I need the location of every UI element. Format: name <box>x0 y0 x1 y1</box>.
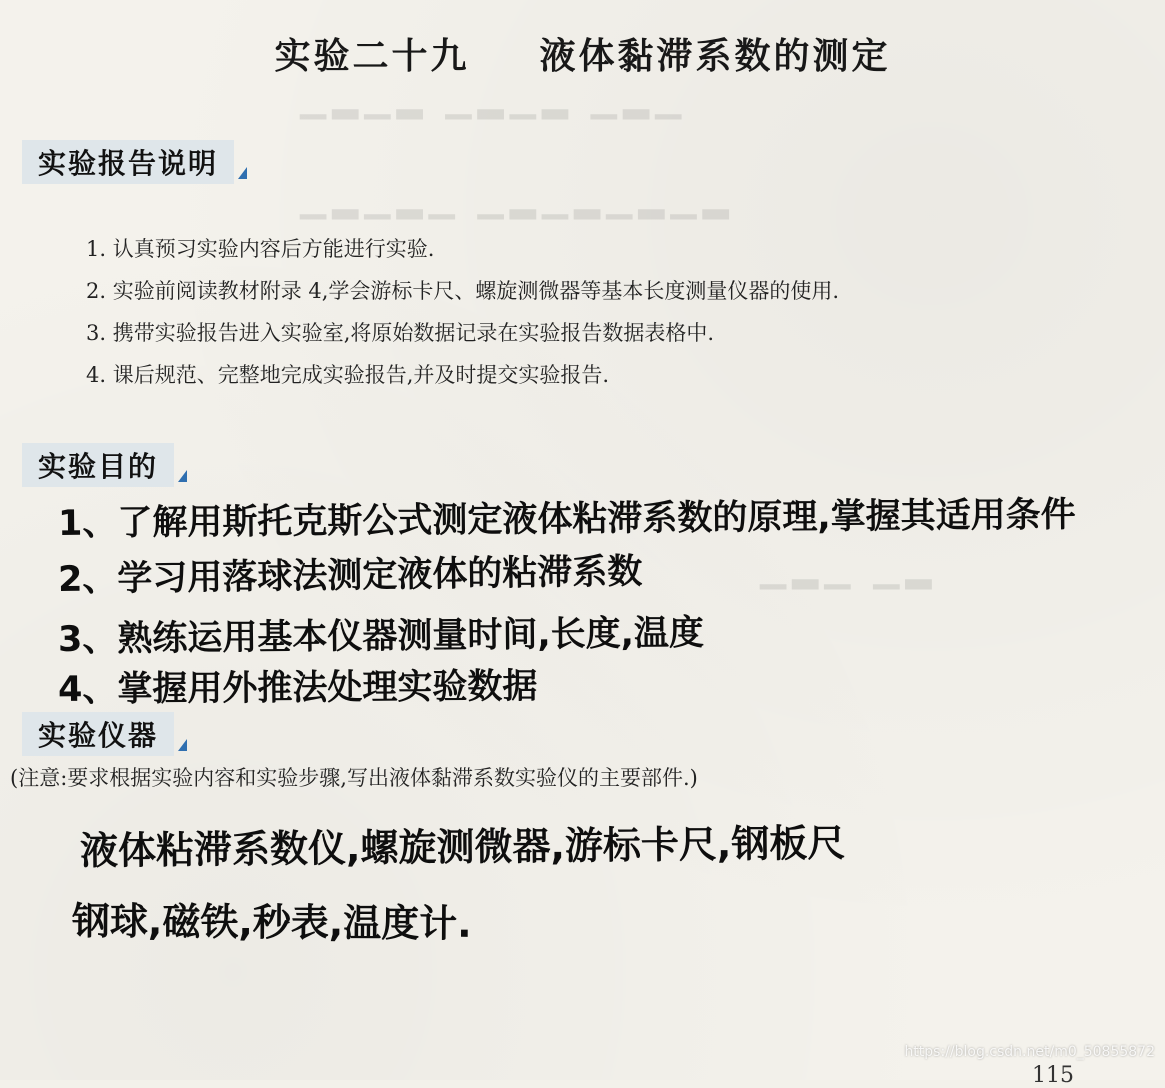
equipment-handwritten-line: 液体粘滞系数仪,螺旋测微器,游标卡尺,钢板尺 <box>79 820 846 873</box>
section-heading-label: 实验仪器 <box>22 712 174 756</box>
page-number: 115 <box>1032 1063 1074 1088</box>
instruction-item: 4. 课后规范、完整地完成实验报告,并及时提交实验报告. <box>86 363 610 387</box>
section-heading-label: 实验目的 <box>22 443 174 487</box>
experiment-name: 液体黏滞系数的测定 <box>539 36 891 77</box>
purpose-item-handwritten: 2、学习用落球法测定液体的粘滞系数 <box>57 551 643 600</box>
instruction-item: 2. 实验前阅读教材附录 4,学会游标卡尺、螺旋测微器等基本长度测量仪器的使用. <box>86 279 840 303</box>
page-title <box>0 28 1165 79</box>
report-instructions-list <box>86 228 839 396</box>
purpose-item-handwritten: 4、掌握用外推法处理实验数据 <box>57 666 538 710</box>
section-marker-icon <box>178 739 187 751</box>
experiment-number: 实验二十九 <box>274 36 470 77</box>
instruction-item: 1. 认真预习实验内容后方能进行实验. <box>86 237 435 261</box>
section-heading-label: 实验报告说明 <box>22 140 234 184</box>
watermark-url: https://blog.csdn.net/m0_50855872 <box>904 1044 1155 1060</box>
bleed-through-text: ▁▂▁ ▁▂ <box>760 550 938 590</box>
equipment-note: (注意:要求根据实验内容和实验步骤,写出液体黏滞系数实验仪的主要部件.) <box>10 766 698 790</box>
purpose-item-handwritten: 3、熟练运用基本仪器测量时间,长度,温度 <box>57 613 705 660</box>
section-marker-icon <box>238 167 247 179</box>
section-marker-icon <box>178 470 187 482</box>
bleed-through-text: ▁▂▁▂▁ ▁▂▁▂▁▂▁▂ <box>300 180 735 220</box>
equipment-handwritten-line: 钢球,磁铁,秒表,温度计. <box>71 899 472 946</box>
purpose-item-handwritten: 1、了解用斯托克斯公式测定液体粘滞系数的原理,掌握其适用条件 <box>57 495 1076 544</box>
section-heading-purpose <box>22 443 187 487</box>
instruction-item: 3. 携带实验报告进入实验室,将原始数据记录在实验报告数据表格中. <box>86 321 715 345</box>
section-heading-report <box>22 140 247 184</box>
section-heading-equipment <box>22 712 187 756</box>
bleed-through-text: ▁▂▁▂ ▁▂▁▂ ▁▂▁ <box>300 80 688 120</box>
